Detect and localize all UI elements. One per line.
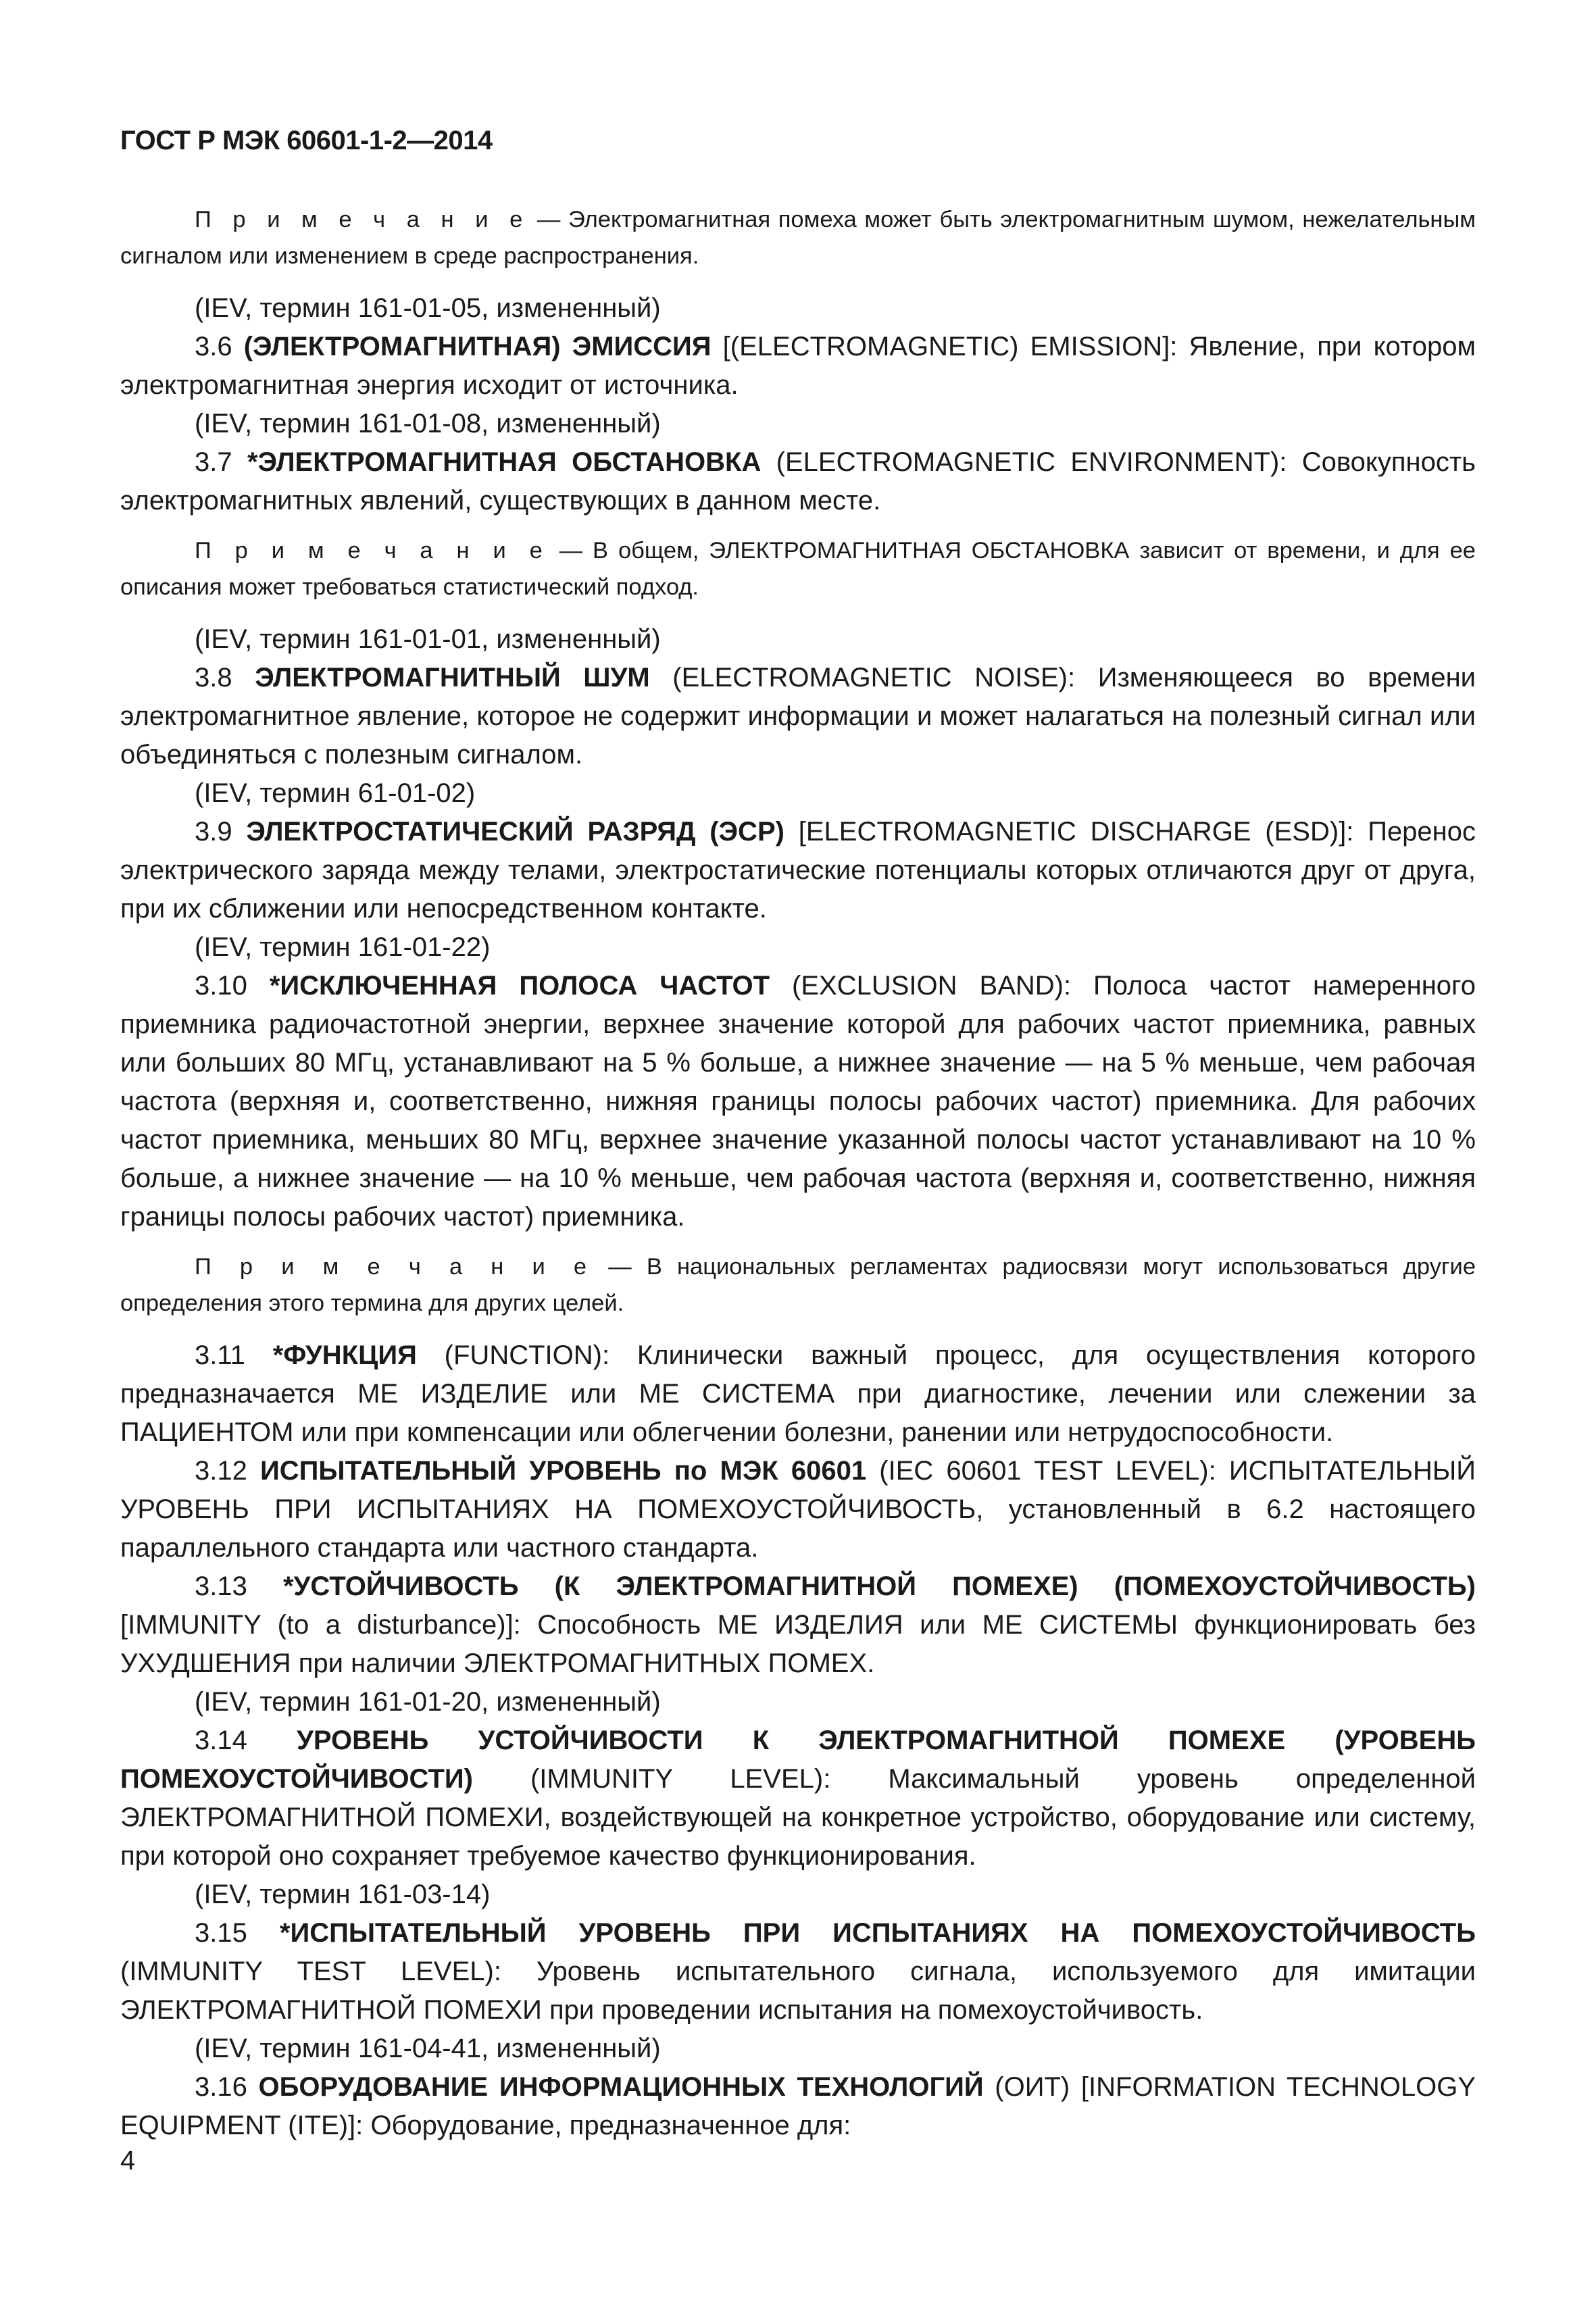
note-paragraph: [120, 532, 1476, 605]
note-paragraph: [120, 201, 1476, 274]
note-label: П р и м е ч а н и е: [195, 207, 530, 232]
term-definition: (ELECTROMAGNETIC NOISE): Изменяющееся во времени электромагнитное явление, которое не содержит информации и может налагаться на полезный сигнал или объединяться с полезным сигналом.: [120, 663, 1476, 770]
term-3-9: [120, 813, 1476, 928]
term-definition: (IMMUNITY LEVEL): Максимальный уровень определенной ЭЛЕКТРОМАГНИТНОЙ ПОМЕХИ, воздействующей на конкретное устройство, оборудование или систему, при которой оно сохраняет требуемое качество функционирования.: [120, 1764, 1476, 1871]
term-3-11: [120, 1336, 1476, 1452]
term-number: 3.15: [195, 1918, 280, 1948]
term-title: *ИСКЛЮЧЕННАЯ ПОЛОСА ЧАСТОТ: [269, 971, 770, 1001]
term-title: ОБОРУДОВАНИЕ ИНФОРМАЦИОННЫХ ТЕХНОЛОГИЙ: [258, 2072, 984, 2102]
document-header: ГОСТ Р МЭК 60601-1-2—2014: [120, 126, 493, 155]
term-definition: (IEC 60601 TEST LEVEL): ИСПЫТАТЕЛЬНЫЙ УРОВЕНЬ ПРИ ИСПЫТАНИЯХ НА ПОМЕХОУСТОЙЧИВОСТЬ, установленный в 6.2 настоящего параллельного стандарта или частного стандарта.: [120, 1456, 1476, 1563]
term-definition: [ELECTROMAGNETIC DISCHARGE (ESD)]: Перенос электрического заряда между телами, электростатические потенциалы которых отличаются друг от друга, при их сближении или непосредственном контакте.: [120, 817, 1476, 924]
term-title: *ФУНКЦИЯ: [272, 1340, 417, 1370]
iev-reference: (IEV, термин 61-01-02): [195, 778, 476, 808]
iev-reference: (IEV, термин 161-01-20, измененный): [195, 1687, 661, 1717]
term-definition: [IMMUNITY (to a disturbance)]: Способность МЕ ИЗДЕЛИЯ или МЕ СИСТЕМЫ функционировать без УХУДШЕНИЯ при наличии ЭЛЕКТРОМАГНИТНЫХ ПОМЕХ.: [120, 1610, 1476, 1678]
term-title: (ЭЛЕКТРОМАГНИТНАЯ) ЭМИССИЯ: [243, 332, 712, 361]
term-number: 3.11: [195, 1340, 273, 1370]
term-number: 3.16: [195, 2072, 259, 2102]
term-definition: (FUNCTION): Клинически важный процесс, для осуществления которого предназначается МЕ ИЗДЕЛИЕ или МЕ СИСТЕМА при диагностике, лечении или слежении за ПАЦИЕНТОМ или при компенсации или облегчении болезни, ранении или нетрудоспособности.: [120, 1340, 1476, 1447]
term-title: *УСТОЙЧИВОСТЬ (К ЭЛЕКТРОМАГНИТНОЙ ПОМЕХЕ) (ПОМЕХОУСТОЙЧИВОСТЬ): [282, 1571, 1476, 1601]
iev-reference: (IEV, термин 161-01-01, измененный): [195, 624, 661, 654]
term-title: *ЭЛЕКТРОМАГНИТНАЯ ОБСТАНОВКА: [247, 447, 762, 477]
term-number: 3.12: [195, 1456, 261, 1486]
iev-reference: (IEV, термин 161-01-22): [195, 932, 491, 962]
term-3-13: [120, 1567, 1476, 1683]
note-text: — В национальных регламентах радиосвязи могут использоваться другие определения этого термина для других целей.: [120, 1254, 1476, 1316]
term-number: 3.7: [195, 447, 247, 477]
term-definition: (ОИТ) [INFORMATION TECHNOLOGY EQUIPMENT (ITE)]: Оборудование, предназначенное для:: [120, 2072, 1476, 2140]
term-3-12: [120, 1452, 1476, 1567]
term-3-16: [120, 2068, 1476, 2145]
note-text: — В общем, ЭЛЕКТРОМАГНИТНАЯ ОБСТАНОВКА зависит от времени, и для ее описания может требоваться статистический подход.: [120, 538, 1476, 600]
note-text: — Электромагнитная помеха может быть электромагнитным шумом, нежелательным сигналом или изменением в среде распространения.: [120, 207, 1476, 269]
term-number: 3.6: [195, 332, 244, 361]
term-number: 3.9: [195, 817, 247, 847]
term-title: *ИСПЫТАТЕЛЬНЫЙ УРОВЕНЬ ПРИ ИСПЫТАНИЯХ НА ПОМЕХОУСТОЙЧИВОСТЬ: [279, 1918, 1476, 1948]
term-definition: (ELECTROMAGNETIC ENVIRONMENT): Совокупность электромагнитных явлений, существующих в данном месте.: [120, 447, 1476, 515]
term-3-10: [120, 967, 1476, 1236]
iev-reference: (IEV, термин 161-01-08, измененный): [195, 409, 661, 438]
term-3-15: [120, 1914, 1476, 2030]
term-number: 3.10: [195, 971, 270, 1001]
term-number: 3.8: [195, 663, 255, 693]
term-number: 3.14: [195, 1726, 297, 1755]
iev-reference: (IEV, термин 161-03-14): [195, 1880, 491, 1909]
note-label: П р и м е ч а н и е: [195, 1254, 594, 1280]
term-3-8: [120, 659, 1476, 774]
page-content: [120, 201, 1476, 2145]
page-number: 4: [120, 2146, 136, 2175]
note-paragraph: [120, 1249, 1476, 1322]
term-definition: [(ELECTROMAGNETIC) EMISSION]: Явление, при котором электромагнитная энергия исходит от источника.: [120, 332, 1476, 400]
term-3-6: [120, 328, 1476, 405]
note-label: П р и м е ч а н и е: [195, 538, 549, 563]
term-title: ИСПЫТАТЕЛЬНЫЙ УРОВЕНЬ по МЭК 60601: [260, 1456, 867, 1486]
term-title: УРОВЕНЬ УСТОЙЧИВОСТИ К ЭЛЕКТРОМАГНИТНОЙ ПОМЕХЕ (УРОВЕНЬ ПОМЕХОУСТОЙЧИВОСТИ): [120, 1726, 1476, 1794]
term-3-7: [120, 443, 1476, 520]
term-definition: (EXCLUSION BAND): Полоса частот намеренного приемника радиочастотной энергии, верхнее значение которой для рабочих частот приемника, равных или больших 80 МГц, устанавливают на 5 % больше, а нижнее значение — на 5 % меньше, чем рабочая частота (верхняя и, соответственно, нижняя границы полосы рабочих частот) приемника. Для рабочих частот приемника, меньших 80 МГц, верхнее значение указанной полосы частот устанавливают на 10 % больше, а нижнее значение — на 10 % меньше, чем рабочая частота (верхняя и, соответственно, нижняя границы полосы рабочих частот) приемника.: [120, 971, 1476, 1232]
term-number: 3.13: [195, 1571, 283, 1601]
term-title: ЭЛЕКТРОСТАТИЧЕСКИЙ РАЗРЯД (ЭСР): [246, 817, 784, 847]
term-3-14: [120, 1721, 1476, 1876]
term-definition: (IMMUNITY TEST LEVEL): Уровень испытательного сигнала, используемого для имитации ЭЛЕКТРОМАГНИТНОЙ ПОМЕХИ при проведении испытания на помехоустойчивость.: [120, 1957, 1476, 2025]
term-title: ЭЛЕКТРОМАГНИТНЫЙ ШУМ: [255, 663, 650, 693]
iev-reference: (IEV, термин 161-04-41, измененный): [195, 2034, 661, 2063]
iev-reference: (IEV, термин 161-01-05, измененный): [195, 293, 661, 323]
